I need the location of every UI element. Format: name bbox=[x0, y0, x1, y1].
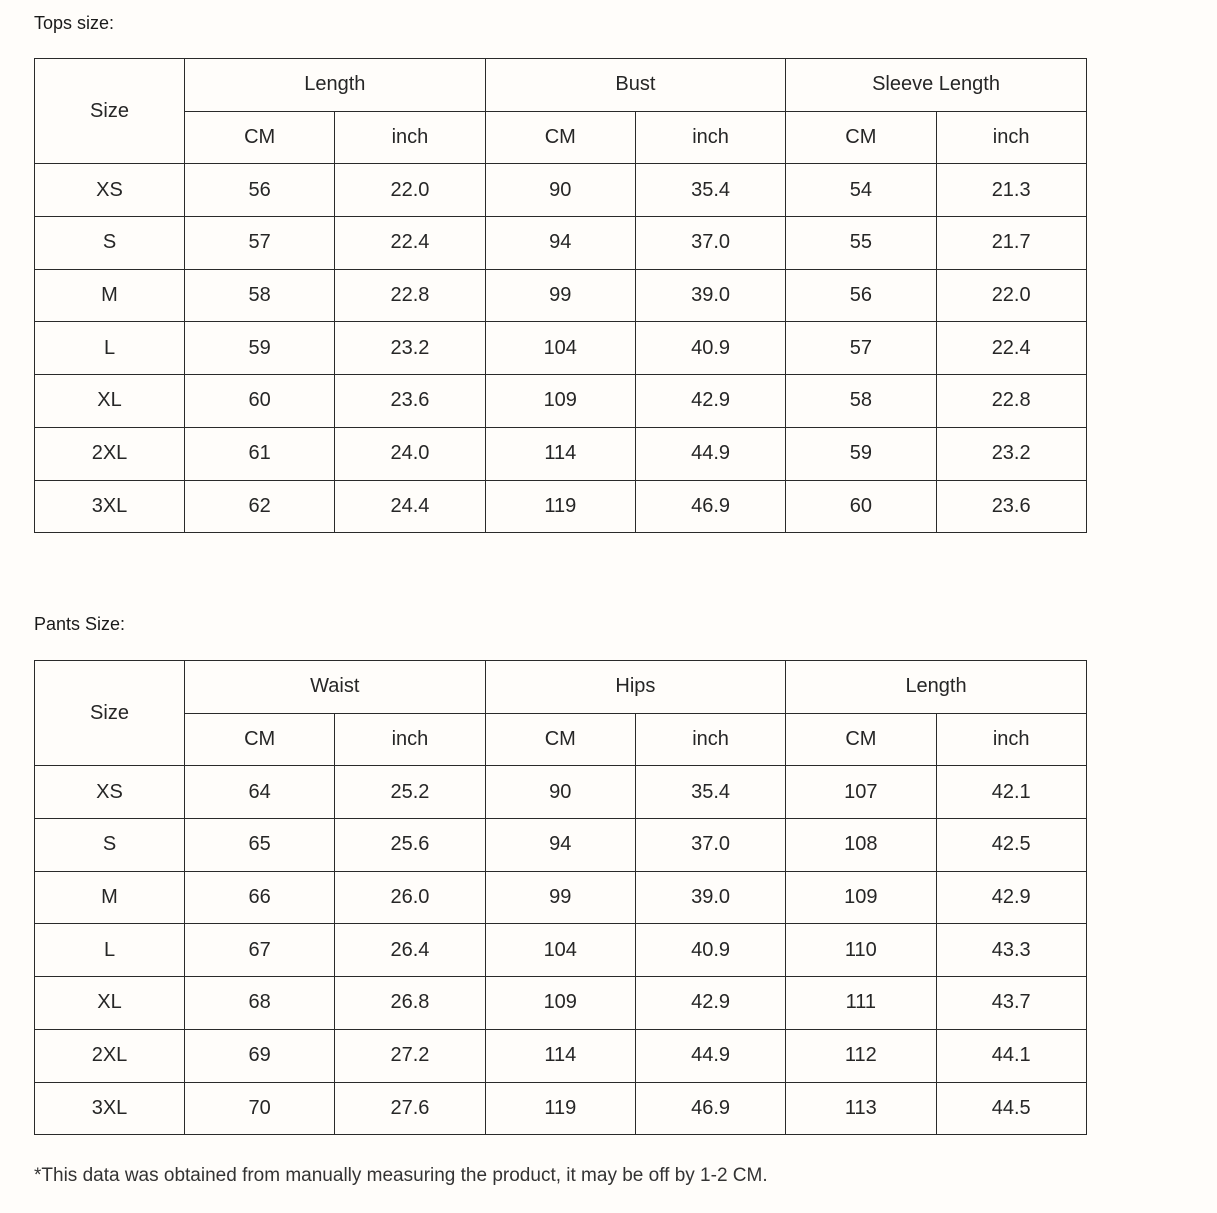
measurement-cell: 109 bbox=[485, 977, 635, 1030]
measurement-cell: 44.1 bbox=[936, 1029, 1086, 1082]
size-label-cell: XS bbox=[35, 766, 185, 819]
measurement-cell: 21.3 bbox=[936, 164, 1086, 217]
table-row bbox=[35, 924, 1087, 977]
measurement-cell: 26.4 bbox=[335, 924, 485, 977]
measurement-cell: 23.2 bbox=[335, 322, 485, 375]
measurement-cell: 35.4 bbox=[635, 164, 785, 217]
measurement-cell: 46.9 bbox=[635, 480, 785, 533]
measurement-cell: 70 bbox=[185, 1082, 335, 1135]
measurement-cell: 22.8 bbox=[335, 269, 485, 322]
measurement-cell: 62 bbox=[185, 480, 335, 533]
unit-header: inch bbox=[335, 713, 485, 766]
group-header-waist: Waist bbox=[185, 661, 486, 714]
measurement-cell: 54 bbox=[786, 164, 936, 217]
measurement-cell: 114 bbox=[485, 427, 635, 480]
size-label-cell: M bbox=[35, 269, 185, 322]
measurement-cell: 42.9 bbox=[635, 375, 785, 428]
measurement-cell: 44.5 bbox=[936, 1082, 1086, 1135]
unit-header: CM bbox=[786, 111, 936, 164]
measurement-cell: 109 bbox=[786, 871, 936, 924]
measurement-cell: 104 bbox=[485, 322, 635, 375]
unit-header: CM bbox=[485, 111, 635, 164]
measurement-cell: 44.9 bbox=[635, 1029, 785, 1082]
measurement-cell: 25.6 bbox=[335, 819, 485, 872]
unit-header: inch bbox=[936, 111, 1086, 164]
group-header-length: Length bbox=[786, 661, 1087, 714]
unit-header: CM bbox=[485, 713, 635, 766]
measurement-cell: 40.9 bbox=[635, 322, 785, 375]
measurement-cell: 119 bbox=[485, 480, 635, 533]
pants-size-title: Pants Size: bbox=[34, 614, 126, 634]
measurement-cell: 42.5 bbox=[936, 819, 1086, 872]
measurement-cell: 22.4 bbox=[936, 322, 1086, 375]
measurement-cell: 90 bbox=[485, 766, 635, 819]
unit-header: inch bbox=[936, 713, 1086, 766]
measurement-cell: 46.9 bbox=[635, 1082, 785, 1135]
measurement-cell: 56 bbox=[786, 269, 936, 322]
unit-header-row bbox=[35, 713, 1087, 766]
unit-header: inch bbox=[635, 111, 785, 164]
measurement-cell: 114 bbox=[485, 1029, 635, 1082]
measurement-cell: 90 bbox=[485, 164, 635, 217]
group-header-length: Length bbox=[185, 59, 486, 112]
measurement-cell: 59 bbox=[185, 322, 335, 375]
measurement-cell: 39.0 bbox=[635, 269, 785, 322]
tops-table-body bbox=[35, 164, 1087, 533]
measurement-cell: 60 bbox=[185, 375, 335, 428]
table-row bbox=[35, 375, 1087, 428]
measurement-cell: 94 bbox=[485, 217, 635, 270]
measurement-cell: 69 bbox=[185, 1029, 335, 1082]
size-column-header: Size bbox=[35, 59, 185, 164]
measurement-cell: 42.9 bbox=[635, 977, 785, 1030]
measurement-cell: 99 bbox=[485, 871, 635, 924]
measurement-cell: 27.2 bbox=[335, 1029, 485, 1082]
measurement-cell: 24.0 bbox=[335, 427, 485, 480]
measurement-cell: 58 bbox=[786, 375, 936, 428]
size-label-cell: 3XL bbox=[35, 480, 185, 533]
measurement-cell: 35.4 bbox=[635, 766, 785, 819]
measurement-cell: 27.6 bbox=[335, 1082, 485, 1135]
size-label-cell: S bbox=[35, 819, 185, 872]
measurement-cell: 113 bbox=[786, 1082, 936, 1135]
measurement-cell: 55 bbox=[786, 217, 936, 270]
measurement-cell: 61 bbox=[185, 427, 335, 480]
measurement-cell: 22.0 bbox=[936, 269, 1086, 322]
unit-header: CM bbox=[185, 111, 335, 164]
measurement-cell: 59 bbox=[786, 427, 936, 480]
measurement-cell: 119 bbox=[485, 1082, 635, 1135]
measurement-cell: 65 bbox=[185, 819, 335, 872]
table-row bbox=[35, 269, 1087, 322]
measurement-cell: 37.0 bbox=[635, 217, 785, 270]
measurement-cell: 24.4 bbox=[335, 480, 485, 533]
size-label-cell: 3XL bbox=[35, 1082, 185, 1135]
measurement-cell: 104 bbox=[485, 924, 635, 977]
measurement-cell: 23.6 bbox=[335, 375, 485, 428]
size-label-cell: XL bbox=[35, 977, 185, 1030]
table-row bbox=[35, 1029, 1087, 1082]
size-label-cell: 2XL bbox=[35, 1029, 185, 1082]
table-row bbox=[35, 871, 1087, 924]
size-label-cell: L bbox=[35, 924, 185, 977]
size-column-header: Size bbox=[35, 661, 185, 766]
measurement-cell: 107 bbox=[786, 766, 936, 819]
measurement-cell: 58 bbox=[185, 269, 335, 322]
unit-header: inch bbox=[635, 713, 785, 766]
measurement-cell: 68 bbox=[185, 977, 335, 1030]
measurement-cell: 110 bbox=[786, 924, 936, 977]
measurement-cell: 67 bbox=[185, 924, 335, 977]
table-header-row bbox=[35, 661, 1087, 714]
measurement-cell: 57 bbox=[185, 217, 335, 270]
measurement-cell: 26.0 bbox=[335, 871, 485, 924]
table-header-row bbox=[35, 59, 1087, 112]
measurement-cell: 99 bbox=[485, 269, 635, 322]
unit-header: inch bbox=[335, 111, 485, 164]
size-label-cell: S bbox=[35, 217, 185, 270]
unit-header: CM bbox=[185, 713, 335, 766]
measurement-footnote: *This data was obtained from manually measuring the product, it may be off by 1-2 CM. bbox=[34, 1165, 768, 1186]
measurement-cell: 111 bbox=[786, 977, 936, 1030]
measurement-cell: 44.9 bbox=[635, 427, 785, 480]
measurement-cell: 40.9 bbox=[635, 924, 785, 977]
pants-size-table bbox=[34, 660, 1087, 1135]
measurement-cell: 42.9 bbox=[936, 871, 1086, 924]
measurement-cell: 22.4 bbox=[335, 217, 485, 270]
measurement-cell: 25.2 bbox=[335, 766, 485, 819]
measurement-cell: 39.0 bbox=[635, 871, 785, 924]
table-row bbox=[35, 217, 1087, 270]
group-header-bust: Bust bbox=[485, 59, 786, 112]
table-row bbox=[35, 766, 1087, 819]
measurement-cell: 42.1 bbox=[936, 766, 1086, 819]
table-row bbox=[35, 1082, 1087, 1135]
measurement-cell: 22.0 bbox=[335, 164, 485, 217]
measurement-cell: 94 bbox=[485, 819, 635, 872]
measurement-cell: 57 bbox=[786, 322, 936, 375]
measurement-cell: 26.8 bbox=[335, 977, 485, 1030]
size-label-cell: L bbox=[35, 322, 185, 375]
table-row bbox=[35, 322, 1087, 375]
table-row bbox=[35, 480, 1087, 533]
table-row bbox=[35, 164, 1087, 217]
measurement-cell: 43.7 bbox=[936, 977, 1086, 1030]
measurement-cell: 109 bbox=[485, 375, 635, 428]
size-label-cell: XL bbox=[35, 375, 185, 428]
group-header-sleeve-length: Sleeve Length bbox=[786, 59, 1087, 112]
measurement-cell: 21.7 bbox=[936, 217, 1086, 270]
measurement-cell: 23.2 bbox=[936, 427, 1086, 480]
measurement-cell: 112 bbox=[786, 1029, 936, 1082]
size-label-cell: 2XL bbox=[35, 427, 185, 480]
tops-size-table bbox=[34, 58, 1087, 533]
tops-size-title: Tops size: bbox=[34, 13, 115, 33]
measurement-cell: 43.3 bbox=[936, 924, 1086, 977]
size-label-cell: M bbox=[35, 871, 185, 924]
table-row bbox=[35, 977, 1087, 1030]
table-row bbox=[35, 427, 1087, 480]
pants-table-body bbox=[35, 766, 1087, 1135]
unit-header-row bbox=[35, 111, 1087, 164]
measurement-cell: 56 bbox=[185, 164, 335, 217]
measurement-cell: 64 bbox=[185, 766, 335, 819]
measurement-cell: 60 bbox=[786, 480, 936, 533]
group-header-hips: Hips bbox=[485, 661, 786, 714]
table-row bbox=[35, 819, 1087, 872]
measurement-cell: 37.0 bbox=[635, 819, 785, 872]
size-label-cell: XS bbox=[35, 164, 185, 217]
measurement-cell: 66 bbox=[185, 871, 335, 924]
measurement-cell: 23.6 bbox=[936, 480, 1086, 533]
measurement-cell: 108 bbox=[786, 819, 936, 872]
unit-header: CM bbox=[786, 713, 936, 766]
measurement-cell: 22.8 bbox=[936, 375, 1086, 428]
